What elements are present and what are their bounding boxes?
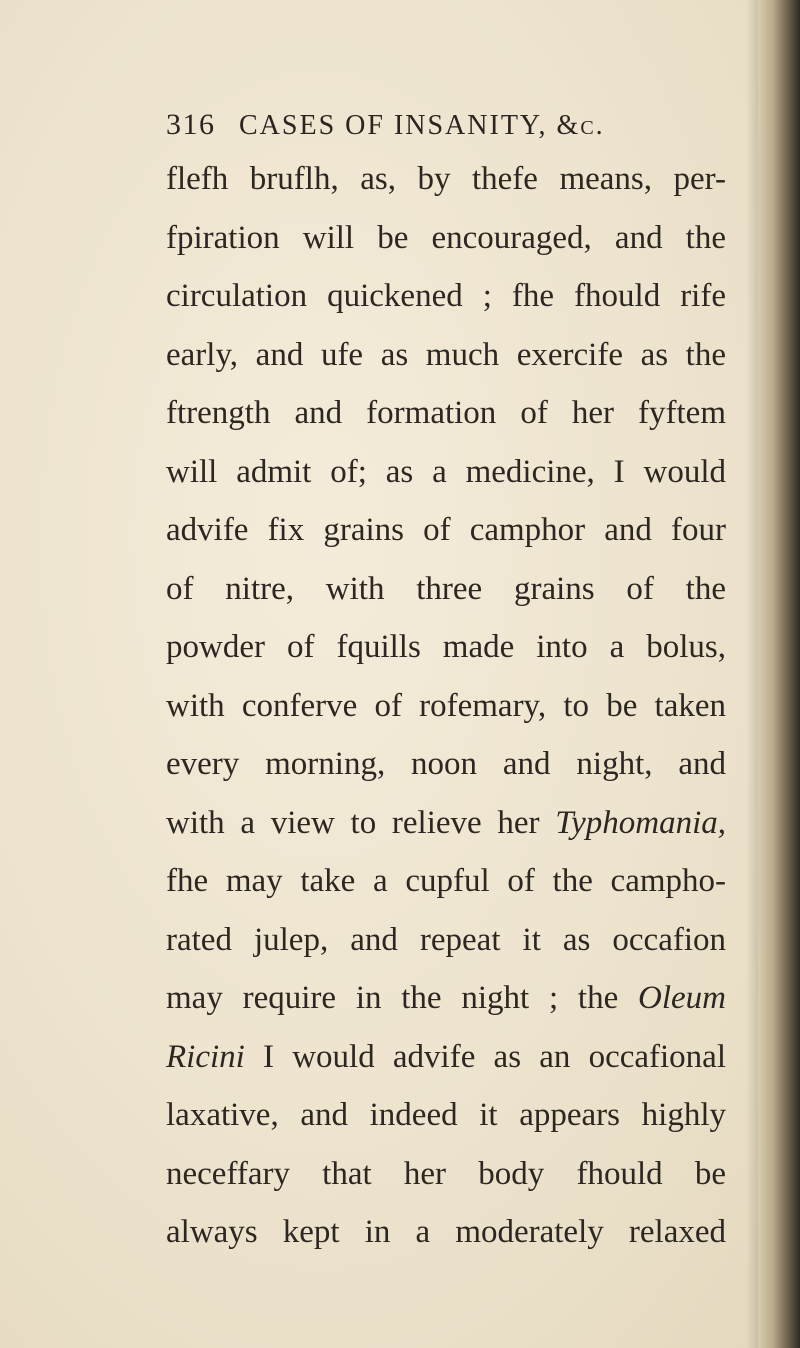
text-line: with a view to relieve her Typhomania,	[166, 804, 726, 841]
text-line: advife fix grains of camphor and four	[166, 512, 726, 548]
text-line: of nitre, with three grains of the	[166, 570, 726, 607]
text-line: early, and ufe as much exercife as the	[166, 336, 726, 373]
body-text	[166, 150, 726, 1262]
text-line: fhe may take a cupful of the campho-	[166, 863, 726, 899]
text-line: will admit of; as a medicine, I would	[166, 453, 726, 490]
italic-term: Typhomania,	[555, 804, 726, 841]
italic-term: Oleum	[638, 980, 726, 1016]
binding-shadow	[746, 0, 758, 1348]
text-line: flefh bruflh, as, by thefe means, per-	[166, 161, 726, 197]
italic-term: Ricini	[166, 1038, 245, 1075]
page-number: 316	[166, 108, 216, 141]
text-line: with conferve of rofemary, to be taken	[166, 687, 726, 724]
text-line: Ricini I would advife as an occafional	[166, 1038, 726, 1075]
text-line: fpiration will be encouraged, and the	[166, 219, 726, 256]
text-line: laxative, and indeed it appears highly	[166, 1097, 726, 1133]
running-head	[166, 108, 666, 152]
text-line: every morning, noon and night, and	[166, 746, 726, 782]
book-spine-edge	[758, 0, 800, 1348]
text-line: circulation quickened ; fhe fhould rife	[166, 278, 726, 314]
text-line: neceffary that her body fhould be	[166, 1155, 726, 1192]
running-head-title: CASES OF INSANITY, &c.	[239, 110, 605, 141]
text-line: always kept in a moderately relaxed	[166, 1214, 726, 1250]
text-line: rated julep, and repeat it as occafion	[166, 921, 726, 958]
text-line: may require in the night ; the Oleum	[166, 980, 726, 1016]
text-line: powder of fquills made into a bolus,	[166, 629, 726, 665]
text-line: ftrength and formation of her fyftem	[166, 395, 726, 431]
